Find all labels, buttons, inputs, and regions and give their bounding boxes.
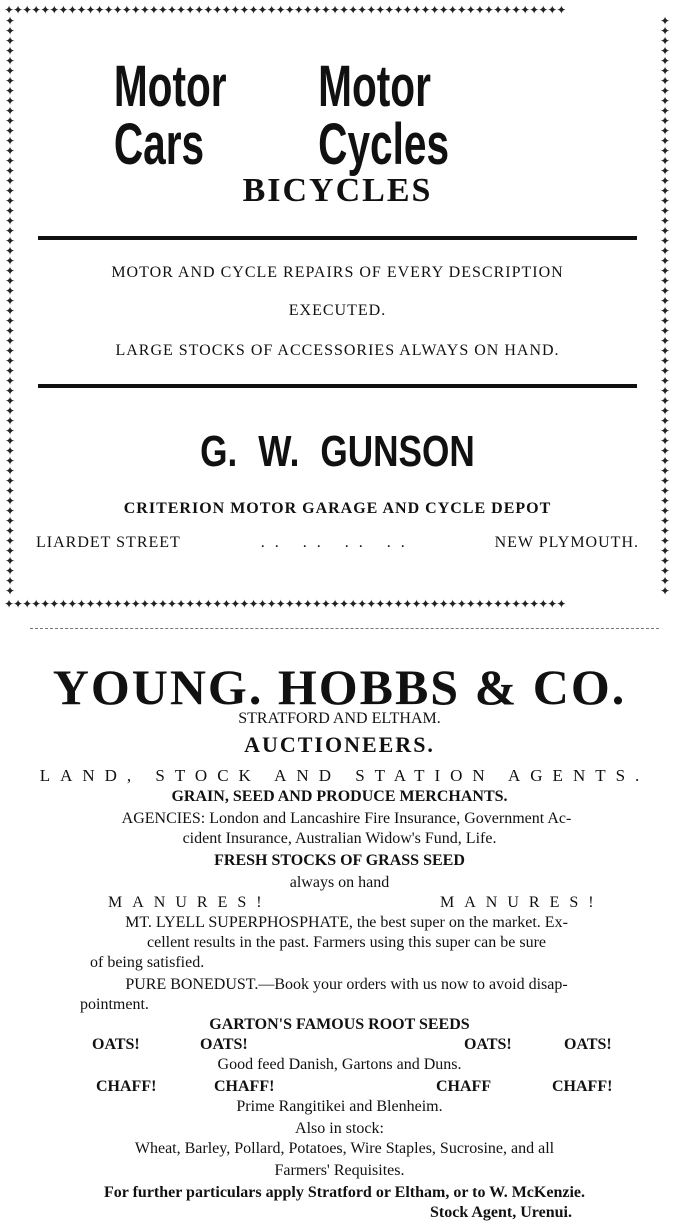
chaff-2: CHAFF! [214, 1078, 275, 1095]
leader-dots: .. .. .. .. [260, 534, 415, 551]
oats-3: OATS! [464, 1036, 512, 1053]
lyell-line-3: of being satisfied. [90, 954, 205, 971]
bonedust-line-2: pointment. [80, 996, 149, 1013]
ornamental-border-right: ✦ ✦ ✦ ✦ ✦ ✦ ✦ ✦ ✦ ✦ ✦ ✦ ✦ ✦ ✦ ✦ ✦ ✦ ✦ ✦ ✦ ✦ ✦ ✦ ✦ ✦ ✦ ✦ ✦ ✦ ✦ ✦ ✦ ✦ ✦ ✦ ✦ ✦ ✦ ✦ ✦ ✦ ✦ ✦ ✦ ✦ ✦ ✦ ✦ ✦ ✦ ✦ ✦ ✦ ✦ ✦ ✦ ✦ [659, 16, 671, 598]
chaff-4: CHAFF! [552, 1078, 613, 1095]
lyell-line-1: MT. LYELL SUPERPHOSPHATE, the best super on the market. Ex- [125, 914, 568, 931]
motor-advertisement [4, 4, 671, 610]
ornamental-border-bottom: ✦✦✦✦✦✦✦✦✦✦✦✦✦✦✦✦✦✦✦✦✦✦✦✦✦✦✦✦✦✦✦✦✦✦✦✦✦✦✦✦✦✦✦✦✦✦✦✦✦✦✦✦✦✦✦✦✦✦✦✦✦✦ [4, 598, 566, 610]
oats-2: OATS! [200, 1036, 248, 1053]
role-auctioneers: AUCTIONEERS. [244, 732, 435, 757]
oats-description: Good feed Danish, Gartons and Duns. [217, 1056, 462, 1073]
chaff-3: CHAFF [436, 1078, 492, 1095]
bonedust-line-1: PURE BONEDUST.—Book your orders with us now to avoid disap- [125, 976, 568, 993]
lyell-line-2: cellent results in the past. Farmers using this super can be sure [146, 934, 546, 951]
auctioneers-advertisement [0, 628, 679, 1224]
firm-name: YOUNG. HOBBS & CO. [52, 659, 627, 715]
grass-seed-line: FRESH STOCKS OF GRASS SEED [214, 852, 465, 869]
locations: STRATFORD AND ELTHAM. [238, 710, 441, 727]
merchants-line: GRAIN, SEED AND PRODUCE MERCHANTS. [171, 788, 508, 805]
agencies-line-2: cident Insurance, Australian Widow's Fund, Life. [182, 830, 497, 847]
always-on-hand: always on hand [289, 874, 390, 891]
motor-ad-content [18, 22, 657, 584]
repairs-line-1: MOTOR AND CYCLE REPAIRS OF EVERY DESCRIPTION [111, 264, 564, 281]
headline [113, 54, 561, 177]
divider-rule [38, 236, 637, 240]
proprietor-name: G. W. GUNSON [200, 427, 475, 476]
address-row [36, 534, 639, 552]
street-name: LIARDET STREET [36, 534, 181, 551]
garton-line: GARTON'S FAMOUS ROOT SEEDS [209, 1016, 470, 1033]
column-separator [30, 628, 659, 629]
chaff-description: Prime Rangitikei and Blenheim. [236, 1098, 443, 1115]
headline-motor-cars: Motor Cars [113, 54, 227, 177]
subheadline-bicycles: BICYCLES [242, 172, 433, 209]
stock-line-1: Wheat, Barley, Pollard, Potatoes, Wire Staples, Sucrosine, and all [134, 1140, 555, 1157]
oats-1: OATS! [92, 1036, 140, 1053]
stock-line-2: Farmers' Requisites. [274, 1162, 405, 1179]
manures-left: MANURES! [108, 894, 272, 911]
town-name: NEW PLYMOUTH. [494, 534, 639, 551]
oats-4: OATS! [564, 1036, 612, 1053]
divider-rule [38, 384, 637, 388]
also-in-stock: Also in stock: [295, 1120, 384, 1137]
ornamental-border-top: ✦✦✦✦✦✦✦✦✦✦✦✦✦✦✦✦✦✦✦✦✦✦✦✦✦✦✦✦✦✦✦✦✦✦✦✦✦✦✦✦✦✦✦✦✦✦✦✦✦✦✦✦✦✦✦✦✦✦✦✦✦✦ [4, 4, 566, 16]
ornamental-border-left: ✦ ✦ ✦ ✦ ✦ ✦ ✦ ✦ ✦ ✦ ✦ ✦ ✦ ✦ ✦ ✦ ✦ ✦ ✦ ✦ ✦ ✦ ✦ ✦ ✦ ✦ ✦ ✦ ✦ ✦ ✦ ✦ ✦ ✦ ✦ ✦ ✦ ✦ ✦ ✦ ✦ ✦ ✦ ✦ ✦ ✦ ✦ ✦ ✦ ✦ ✦ ✦ ✦ ✦ ✦ ✦ ✦ ✦ [4, 16, 16, 598]
stocks-line: LARGE STOCKS OF ACCESSORIES ALWAYS ON HAND. [115, 342, 560, 359]
repairs-line-2: EXECUTED. [288, 302, 387, 319]
agents-line: LAND, STOCK AND STATION AGENTS. [39, 766, 650, 785]
agent-line: Stock Agent, Urenui. [430, 1204, 572, 1221]
headline-motor-cycles: Motor Cycles [318, 54, 450, 177]
chaff-1: CHAFF! [96, 1078, 157, 1095]
manures-right: MANURES! [440, 894, 604, 911]
apply-line: For further particulars apply Stratford or Eltham, or to W. McKenzie. [104, 1184, 585, 1201]
business-name: CRITERION MOTOR GARAGE AND CYCLE DEPOT [123, 500, 552, 517]
agencies-line-1: AGENCIES: London and Lancashire Fire Insurance, Government Ac- [121, 810, 572, 827]
